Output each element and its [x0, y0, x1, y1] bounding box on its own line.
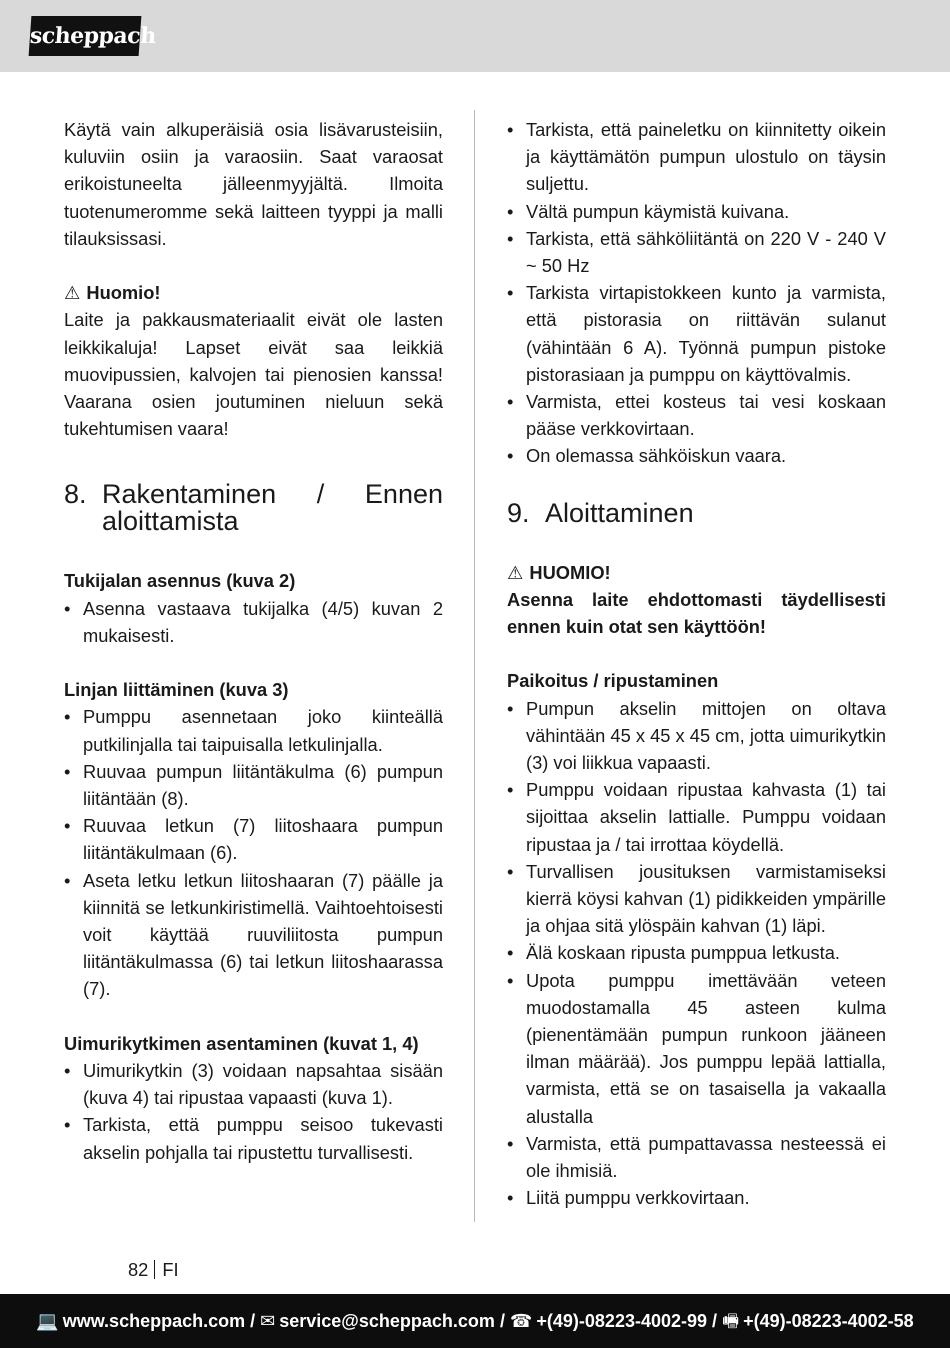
list-item: • Upota pumppu imettävään veteen muodostamalla 45 asteen kulma (pienentämään pumpun runkoon jääneen ilman määrää). Jos pumppu lepää lattialla, varmista, että se on tasaisella ja vakaalla alustalla [507, 967, 886, 1130]
list-item: • Aseta letku letkun liitoshaaran (7) päälle ja kiinnitä se letkunkiristimellä. Vaihtoehtoisesti voit käyttää ruuviliitosta pumpun liitäntäkulmassa (6) tai letkun liitoshaarassa (7). [64, 867, 443, 1003]
section-title-line2: aloittamista [102, 506, 239, 537]
list-item: • On olemassa sähköiskun vaara. [507, 442, 886, 469]
page-number-value: 82 [128, 1259, 149, 1280]
list-item: • Liitä pumppu verkkovirtaan. [507, 1184, 886, 1211]
page-number [128, 1256, 179, 1283]
subheading-positioning: Paikoitus / ripustaminen [507, 670, 719, 692]
warning-triangle-icon: ⚠ [64, 282, 81, 304]
checklist [507, 116, 886, 470]
section-number: 9. [507, 497, 530, 528]
footer-phone[interactable]: +(49)-08223-4002-99 [536, 1311, 708, 1331]
intro-paragraph: Käytä vain alkuperäisiä osia lisävarusteisiin, kuluviin osiin ja varaosiin. Saat varaosat erikoistuneelta jälleenmyyjältä. Ilmoita tuotenumeromme sekä laitteen tyyppi ja malli tilauksissasi. [64, 119, 443, 249]
brand-logo: scheppach [29, 16, 142, 56]
list-item: • Varmista, ettei kosteus tai vesi koskaan pääse verkkovirtaan. [507, 388, 886, 442]
line-connection-list [64, 703, 443, 1002]
section-title-line1: Rakentaminen / Ennen [102, 479, 443, 510]
envelope-icon: ✉ [260, 1311, 276, 1331]
list-item: • Tarkista, että pumppu seisoo tukevasti akselin pohjalla tai ripustettu turvallisesti. [64, 1111, 443, 1165]
page-footer: 💻 www.scheppach.com / ✉ service@scheppach.com / ☎ +(49)-08223-4002-99 / 🖷 +(49)-08223-4002-58 [0, 1294, 950, 1348]
right-column [507, 116, 886, 1212]
list-item: • Vältä pumpun käymistä kuivana. [507, 198, 886, 225]
phone-icon: ☎ [509, 1311, 533, 1331]
list-item: • Turvallisen jousituksen varmistamiseksi kierrä köysi kahvan (1) pidikkeiden ympärille ja ohjaa sitä ylöspäin kahvan (1) läpi. [507, 858, 886, 940]
list-item: • Ruuvaa pumpun liitäntäkulma (6) pumpun liitäntään (8). [64, 758, 443, 812]
warning-triangle-icon: ⚠ [507, 561, 524, 583]
float-switch-list [64, 1057, 443, 1166]
section-number: 8. [64, 479, 87, 510]
footer-fax: +(49)-08223-4002-58 [743, 1311, 914, 1331]
section-8-heading [64, 481, 443, 535]
computer-icon: 💻 [36, 1311, 59, 1331]
subheading-line-connection: Linjan liittäminen (kuva 3) [64, 679, 289, 701]
column-divider [474, 110, 475, 1222]
section-9-heading [507, 497, 886, 528]
page-language: FI [162, 1259, 179, 1280]
list-item: • Asenna vastaava tukijalka (4/5) kuvan 2 mukaisesti. [64, 595, 443, 649]
warning-text: Asenna laite ehdottomasti täydellisesti ennen kuin otat sen käyttöön! [507, 588, 886, 638]
subheading-support-leg: Tukijalan asennus (kuva 2) [64, 570, 296, 592]
footer-web[interactable]: www.scheppach.com [62, 1311, 246, 1331]
positioning-list [507, 695, 886, 1212]
list-item: • Pumppu asennetaan joko kiinteällä putkilinjalla tai taipuisalla letkulinjalla. [64, 703, 443, 757]
warning-title: Huomio! [86, 282, 161, 304]
list-item: • Tarkista, että paineletku on kiinnitetty oikein ja käyttämätön pumpun ulostulo on täysin suljettu. [507, 116, 886, 198]
list-item: • Varmista, että pumpattavassa nesteessä ei ole ihmisiä. [507, 1130, 886, 1184]
list-item: • Ruuvaa letkun (7) liitoshaara pumpun liitäntäkulmaan (6). [64, 812, 443, 866]
list-item: • Uimurikytkin (3) voidaan napsahtaa sisään (kuva 4) tai ripustaa vapaasti (kuva 1). [64, 1057, 443, 1111]
list-item: • Tarkista, että sähköliitäntä on 220 V - 240 V ~ 50 Hz [507, 225, 886, 279]
section-title: Aloittaminen [545, 497, 694, 528]
list-item: • Pumppu voidaan ripustaa kahvasta (1) tai sijoittaa akselin lattialle. Pumppu voidaan ripustaa ja / tai irrottaa köydellä. [507, 776, 886, 858]
footer-email[interactable]: service@scheppach.com [279, 1311, 495, 1331]
list-item: • Älä koskaan ripusta pumppua letkusta. [507, 939, 886, 966]
list-item: • Tarkista virtapistokkeen kunto ja varmista, että pistorasia on riittävän sulanut (vähintään 6 A). Työnnä pumpun pistoke pistorasiaan ja pumppu on käyttövalmis. [507, 279, 886, 388]
fax-icon: 🖷 [722, 1311, 740, 1331]
warning-heading [507, 559, 886, 586]
page-header [0, 0, 950, 72]
warning-heading [64, 279, 443, 306]
left-column [64, 116, 443, 1166]
support-leg-list [64, 595, 443, 649]
warning-title: HUOMIO! [529, 561, 611, 583]
warning-text: Laite ja pakkausmateriaalit eivät ole lasten leikkikaluja! Lapset eivät saa leikkiä muovipussien, kalvojen tai pienosien kanssa! Vaarana osien joutuminen nieluun sekä tukehtumisen vaara! [64, 309, 443, 440]
list-item: • Pumpun akselin mittojen on oltava vähintään 45 x 45 x 45 cm, jotta uimurikytkin (3) voi liikkua vapaasti. [507, 695, 886, 777]
subheading-float-switch: Uimurikytkimen asentaminen (kuvat 1, 4) [64, 1032, 419, 1054]
